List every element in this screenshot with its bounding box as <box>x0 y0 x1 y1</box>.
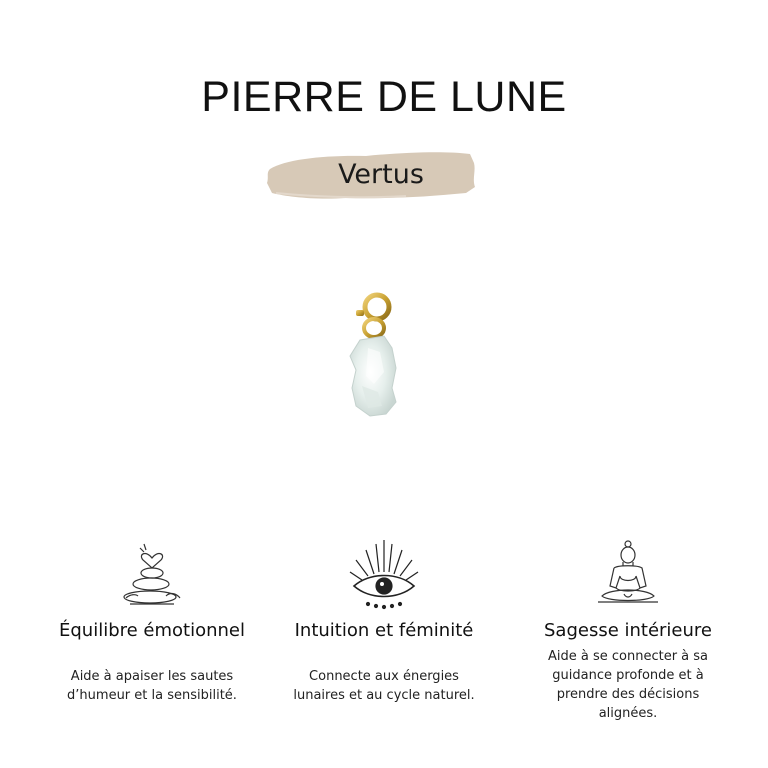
feature-title: Équilibre émotionnel <box>58 620 246 641</box>
feature-description: Aide à apaiser les sautes d’humeur et la sensibilité. <box>67 669 237 703</box>
radiant-eye-icon <box>346 538 422 610</box>
feature-inner-wisdom <box>508 538 748 723</box>
feature-emotional-balance <box>32 538 272 705</box>
meditating-buddha-icon <box>590 538 666 610</box>
moonstone-pendant-image <box>326 288 436 442</box>
feature-title: Intuition et féminité <box>294 620 474 641</box>
page-title: PIERRE DE LUNE <box>201 72 567 121</box>
feature-description: Aide à se connecter à sa guidance profonde et à prendre des décisions alignées. <box>547 649 709 721</box>
feature-intuition <box>264 538 504 705</box>
feature-title: Sagesse intérieure <box>543 620 712 641</box>
feature-description: Connecte aux énergies lunaires et au cycle naturel. <box>293 669 475 703</box>
section-label-badge <box>266 149 476 201</box>
stacked-stones-heart-icon <box>116 538 188 610</box>
section-label: Vertus <box>338 159 424 190</box>
